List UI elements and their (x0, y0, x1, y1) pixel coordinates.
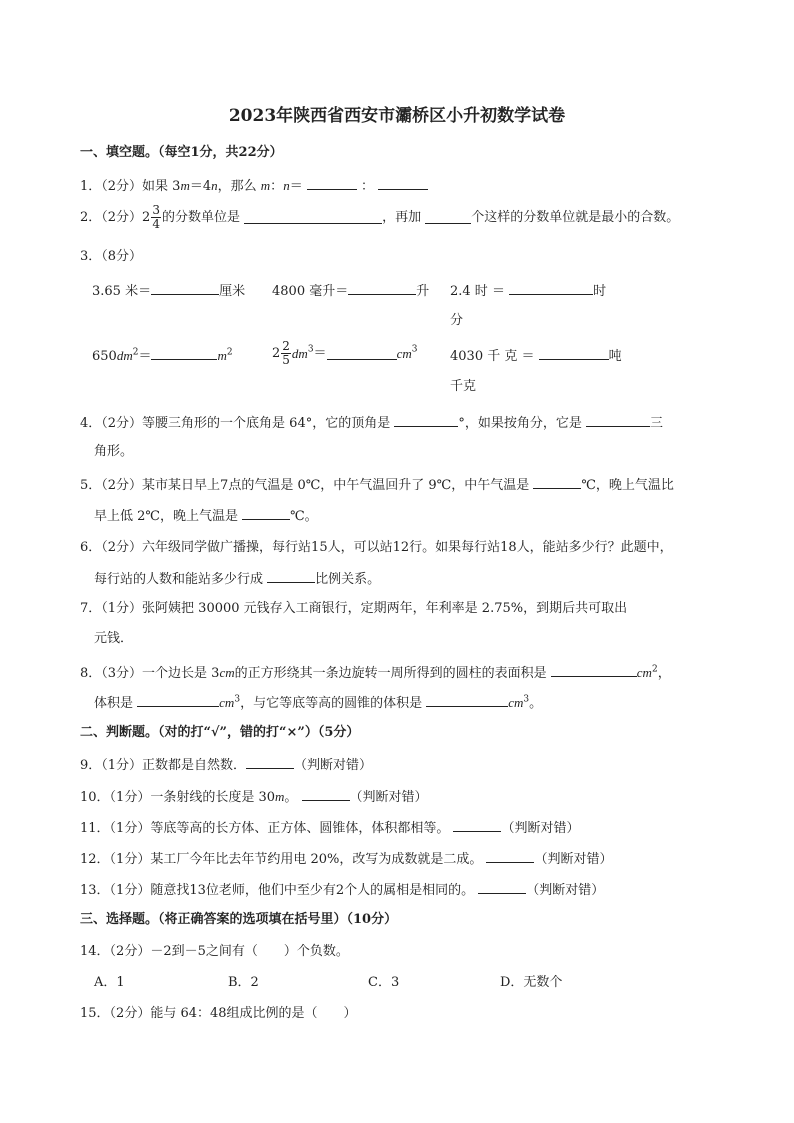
question-3: 3．（8分） (80, 249, 143, 264)
conversion-hours-minutes: 分 (450, 313, 464, 328)
answer-blank[interactable] (509, 283, 593, 295)
question-10: 10．（1分）一条射线的长度是 30m。 （判断对错） (80, 789, 428, 805)
question-12: 12．（1分）某工厂今年比去年节约用电 20%，改写为成数就是二成。 （判断对错） (80, 852, 613, 867)
choice-option-a[interactable]: A．1 (94, 975, 125, 990)
question-9: 9．（1分）正数都是自然数． （判断对错） (80, 758, 373, 773)
answer-blank[interactable] (151, 348, 217, 360)
question-14: 14．（2分）－2到－5之间有（ ）个负数。 (80, 944, 349, 959)
answer-blank[interactable] (551, 665, 637, 677)
question-5-cont: 早上低 2℃，晚上气温是 ℃。 (94, 509, 318, 524)
mixed-number: 2 $\frac{3}{4}$ (142, 203, 160, 231)
answer-blank[interactable] (246, 757, 294, 769)
section-heading-true-false: 二、判断题。（对的打“√”，错的打“×”）（5分） (80, 725, 360, 740)
answer-blank[interactable] (378, 178, 428, 190)
answer-blank[interactable] (151, 283, 219, 295)
question-13: 13．（1分）随意找13位老师，他们中至少有2个人的属相是相同的。 （判断对错） (80, 883, 605, 898)
question-4-cont: 角形。 (94, 444, 134, 459)
question-6: 6．（2分）六年级同学做广播操，每行站15人，可以站12行。如果每行站18人，能站多少行？此题中， (80, 540, 673, 555)
question-7-cont: 元钱． (94, 631, 134, 646)
answer-blank[interactable] (539, 348, 609, 360)
question-4: 4．（2分）等腰三角形的一个底角是 64°，它的顶角是 °，如果按角分，它是 三 (80, 416, 664, 431)
answer-blank[interactable] (244, 212, 382, 224)
answer-blank[interactable] (327, 348, 397, 360)
answer-blank[interactable] (453, 820, 501, 832)
choice-option-b[interactable]: B．2 (228, 975, 259, 990)
question-8-cont: 体积是 $cm^3$，与它等底等高的圆锥的体积是 $cm^3$。 (94, 694, 543, 711)
answer-blank[interactable] (267, 571, 315, 583)
conversion-meters: 3.65 米＝ 厘米 (92, 284, 246, 299)
question-7: 7．（1分）张阿姨把 30000 元钱存入工商银行，定期两年，年利率是 2.75%，到期后共可取出 (80, 601, 628, 616)
question-1: 1．（2分）如果 3m＝4n，那么 m：n＝ ： (80, 178, 428, 193)
answer-blank[interactable] (425, 212, 471, 224)
answer-blank[interactable] (302, 789, 350, 801)
question-11: 11．（1分）等底等高的长方体、正方体、圆锥体，体积都相等。 （判断对错） (80, 821, 580, 836)
question-5: 5．（2分）某市某日早上7点的气温是 0℃，中午气温回升了 9℃，中午气温是 ℃，晚上气温比 (80, 478, 674, 493)
question-2: 2．（2分）2 $\frac{3}{4}$ 的分数单位是 ，再加 个这样的分数单位就是最小的合数。 (80, 203, 680, 231)
section-heading-fill-blank: 一、填空题。（每空1分，共22分） (80, 145, 283, 160)
question-15: 15．（2分）能与 64：48组成比例的是（ ） (80, 1006, 357, 1021)
answer-blank[interactable] (307, 178, 357, 190)
question-8: 8．（3分）一个边长是 3cm的正方形绕其一条边旋转一周所得到的圆柱的表面积是 $cm^2$， (80, 664, 671, 681)
conversion-hours: 2.4 时 ＝ 时 (450, 284, 607, 299)
answer-blank[interactable] (478, 882, 526, 894)
answer-blank[interactable] (586, 415, 650, 427)
conversion-milliliters: 4800 毫升＝ 升 (272, 284, 430, 299)
conversion-kilograms-2: 千克 (450, 379, 477, 394)
question-6-cont: 每行站的人数和能站多少行成 比例关系。 (94, 572, 381, 587)
choice-option-d[interactable]: D．无数个 (500, 975, 563, 990)
answer-blank[interactable] (533, 477, 581, 489)
answer-blank[interactable] (486, 851, 534, 863)
answer-blank[interactable] (394, 415, 458, 427)
answer-blank[interactable] (242, 508, 290, 520)
choice-option-c[interactable]: C．3 (368, 975, 400, 990)
page-title: 2023年陕西省西安市灞桥区小升初数学试卷 (228, 106, 566, 126)
answer-blank[interactable] (137, 695, 219, 707)
section-heading-choice: 三、选择题。（将正确答案的选项填在括号里）（10分） (80, 912, 398, 927)
answer-blank[interactable] (426, 695, 508, 707)
answer-blank[interactable] (348, 283, 416, 295)
conversion-area: $650dm^2= m^2$ (92, 347, 233, 364)
conversion-kilograms: 4030 千 克 ＝ 吨 (450, 349, 622, 364)
conversion-volume: 2 $\frac{2}{5}$ $dm^3= cm^3$ (272, 339, 418, 367)
